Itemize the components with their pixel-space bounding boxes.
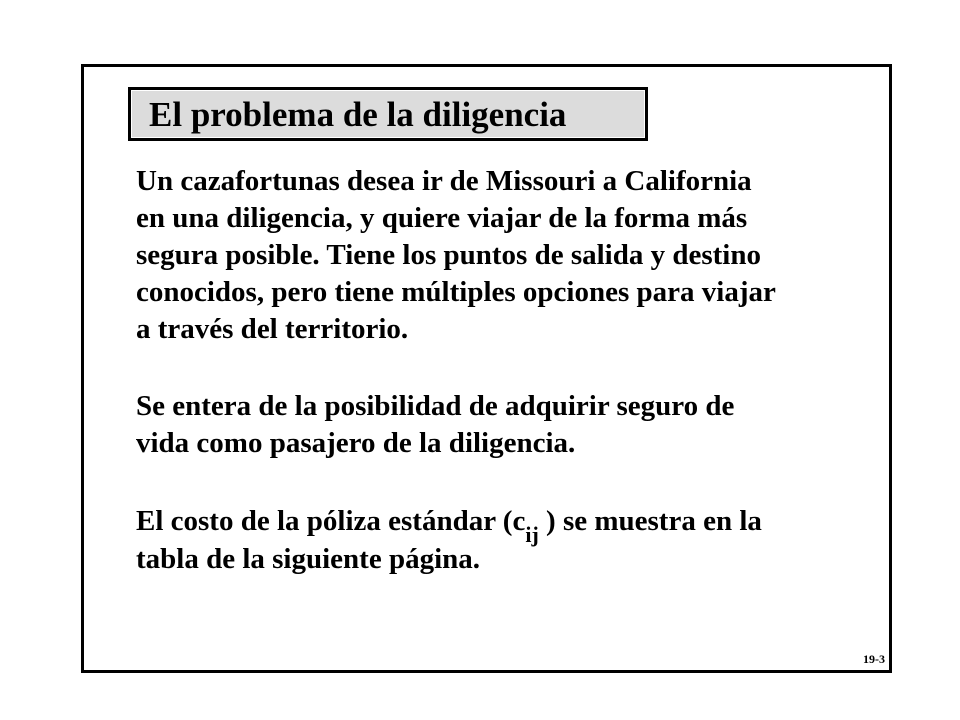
cost-text-before: El costo de la póliza estándar (c bbox=[136, 505, 526, 537]
paragraph-line bbox=[136, 503, 836, 547]
slide-title: El problema de la diligencia bbox=[149, 95, 567, 134]
page-number: 19-3 bbox=[863, 652, 885, 666]
paragraph-line: conocidos, pero tiene múltiples opciones para viajar bbox=[136, 276, 776, 308]
paragraph-cost bbox=[136, 503, 836, 578]
paragraph-line: segura posible. Tiene los puntos de salida y destino bbox=[136, 239, 761, 271]
cost-subscript: ij bbox=[525, 522, 539, 547]
paragraph-intro bbox=[136, 163, 836, 348]
paragraph-line: vida como pasajero de la diligencia. bbox=[136, 427, 576, 459]
paragraph-insurance bbox=[136, 388, 836, 462]
paragraph-line: en una diligencia, y quiere viajar de la forma más bbox=[136, 202, 748, 234]
paragraph-line: tabla de la siguiente página. bbox=[136, 543, 481, 575]
slide-frame bbox=[81, 64, 892, 673]
paragraph-line: a través del territorio. bbox=[136, 313, 409, 345]
paragraph-line: Un cazafortunas desea ir de Missouri a California bbox=[136, 165, 752, 197]
paragraph-line: Se entera de la posibilidad de adquirir seguro de bbox=[136, 390, 735, 422]
title-box bbox=[128, 87, 648, 141]
cost-text-after: ) se muestra en la bbox=[538, 505, 762, 537]
